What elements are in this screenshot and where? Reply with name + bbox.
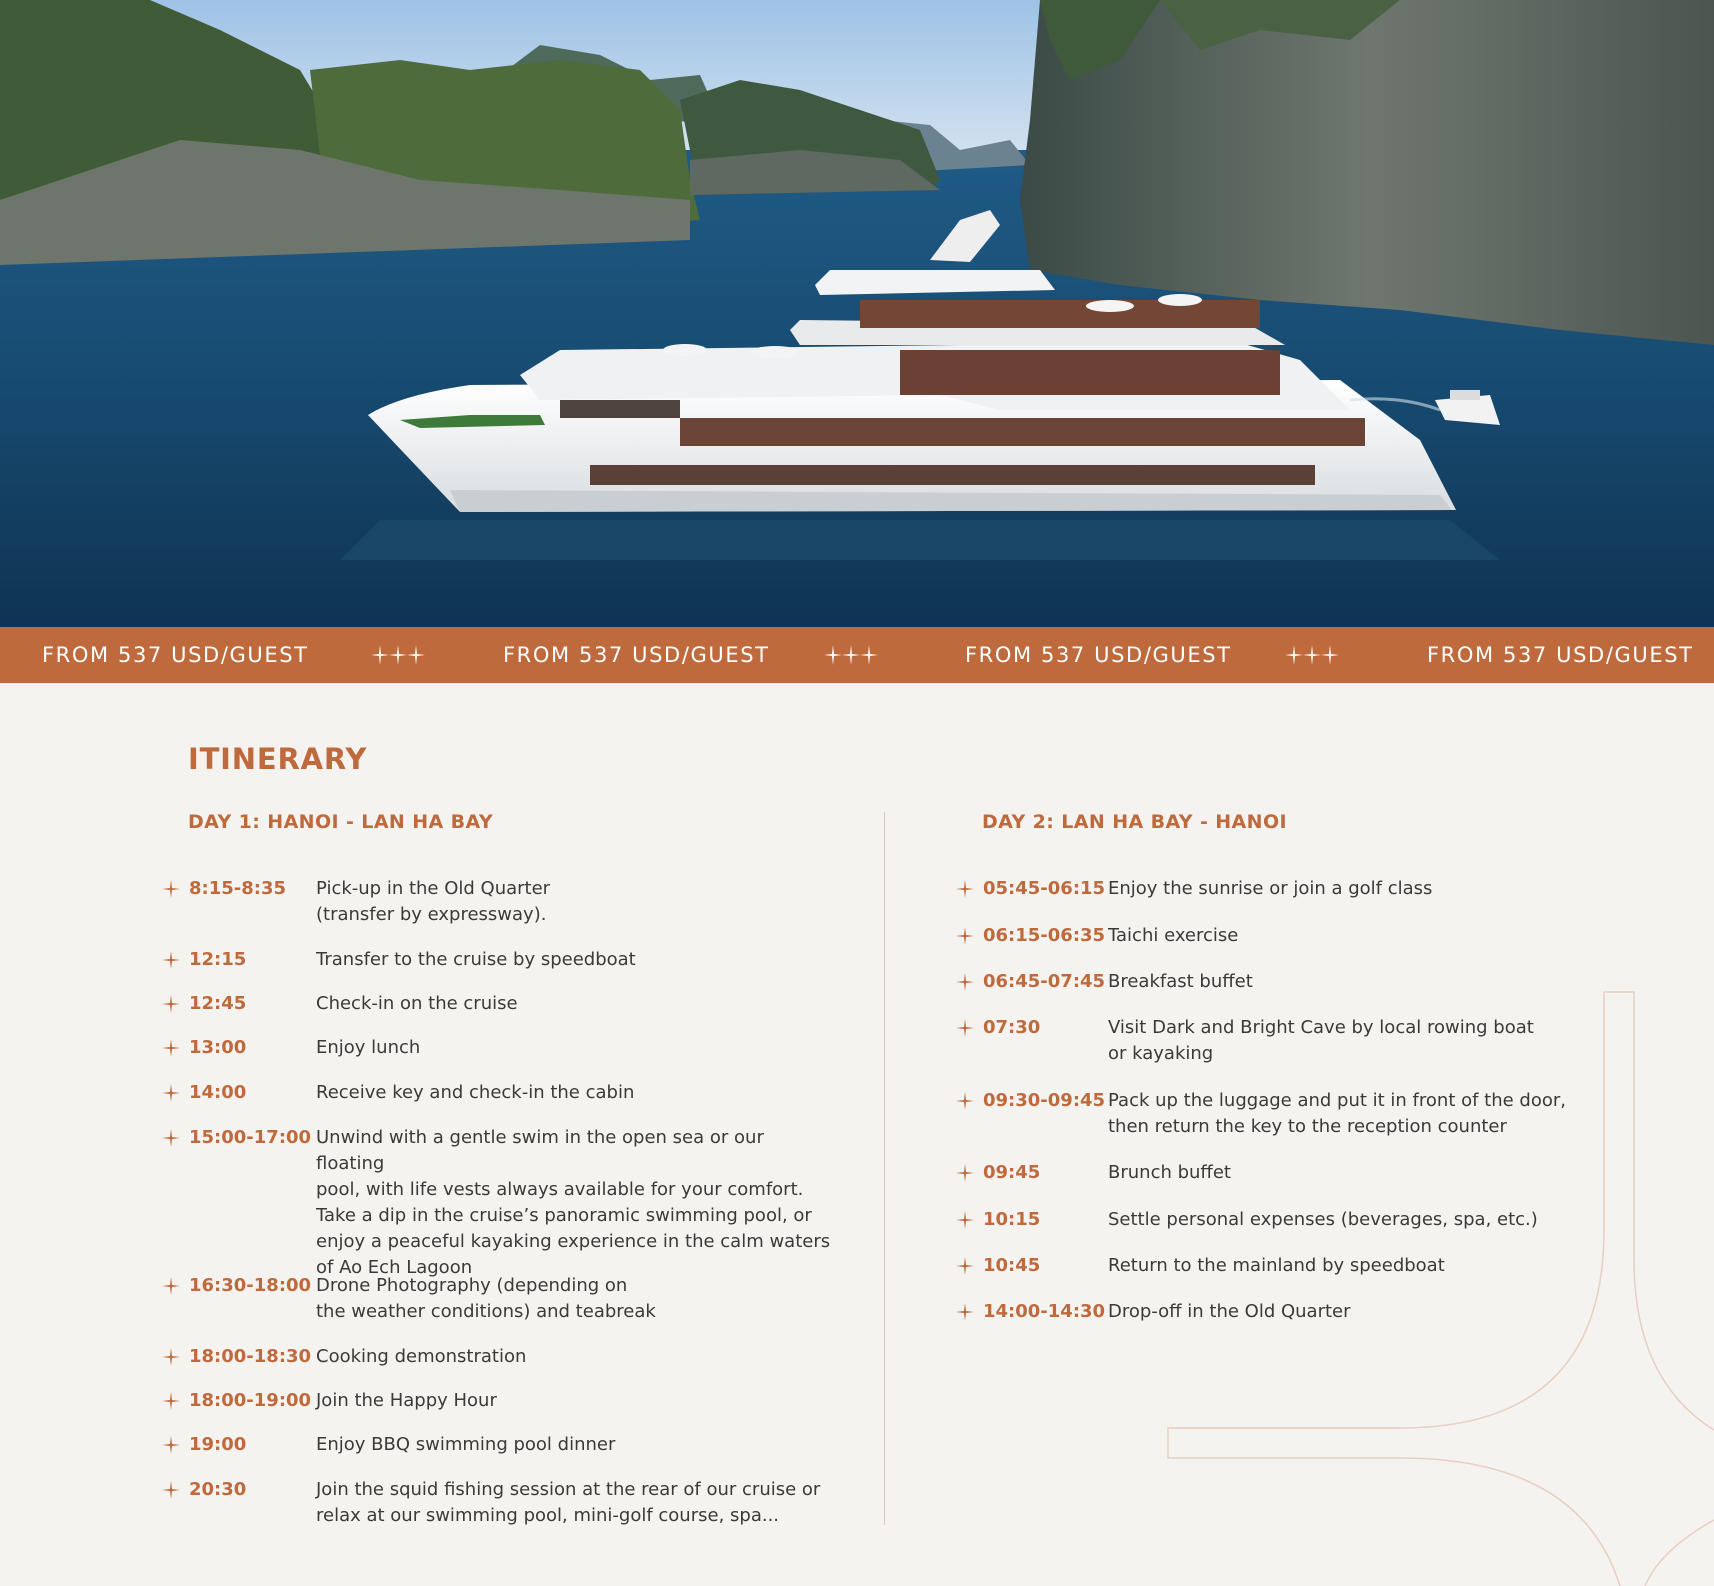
item-time: 10:45 xyxy=(983,1255,1041,1276)
item-desc: Cooking demonstration xyxy=(316,1346,527,1367)
item-time: 12:15 xyxy=(189,949,247,970)
column-divider xyxy=(884,812,885,1525)
hero-photo xyxy=(0,0,1714,627)
item-desc: Brunch buffet xyxy=(1108,1162,1231,1183)
sparkle-bullet-icon xyxy=(955,879,975,899)
sparkle-bullet-icon xyxy=(161,879,181,899)
item-time: 14:00-14:30 xyxy=(983,1301,1106,1322)
triple-sparkle-icon xyxy=(1284,643,1340,667)
item-desc: Pick-up in the Old Quarter (transfer by expressway). xyxy=(316,878,551,925)
item-desc: Pack up the luggage and put it in front of the door, then return the key to the reception counter xyxy=(1108,1090,1567,1137)
item-time: 18:00-18:30 xyxy=(189,1346,312,1367)
item-time: 10:15 xyxy=(983,1209,1041,1230)
item-time: 19:00 xyxy=(189,1434,247,1455)
sparkle-bullet-icon xyxy=(161,1391,181,1411)
item-time: 18:00-19:00 xyxy=(189,1390,312,1411)
item-desc: Drone Photography (depending on the weather conditions) and teabreak xyxy=(316,1275,656,1322)
sparkle-bullet-icon xyxy=(161,1083,181,1103)
day1-heading: DAY 1: HANOI - LAN HA BAY xyxy=(188,811,493,833)
item-time: 06:15-06:35 xyxy=(983,925,1106,946)
item-time: 07:30 xyxy=(983,1017,1041,1038)
item-desc: Settle personal expenses (beverages, spa, etc.) xyxy=(1108,1209,1538,1230)
item-desc: Receive key and check-in the cabin xyxy=(316,1082,635,1103)
item-desc: Breakfast buffet xyxy=(1108,971,1253,992)
sparkle-bullet-icon xyxy=(955,1163,975,1183)
price-label: FROM 537 USD/GUEST xyxy=(42,643,309,667)
sparkle-bullet-icon xyxy=(161,950,181,970)
sparkle-bullet-icon xyxy=(161,994,181,1014)
sparkle-bullet-icon xyxy=(161,1435,181,1455)
triple-sparkle-icon xyxy=(823,643,879,667)
triple-sparkle-icon xyxy=(370,643,426,667)
price-label: FROM 537 USD/GUEST xyxy=(503,643,770,667)
sparkle-bullet-icon xyxy=(161,1347,181,1367)
item-desc: Unwind with a gentle swim in the open sea or our floating pool, with life vests always available for your comfort. Take a dip in the cruise’s panoramic swimming pool, or enjoy a peaceful kayaking experience in the calm waters of Ao Ech Lagoon xyxy=(316,1127,831,1278)
item-desc: Visit Dark and Bright Cave by local rowing boat or kayaking xyxy=(1108,1017,1534,1064)
item-desc: Join the Happy Hour xyxy=(316,1390,497,1411)
item-desc: Enjoy lunch xyxy=(316,1037,421,1058)
item-desc: Return to the mainland by speedboat xyxy=(1108,1255,1445,1276)
item-time: 20:30 xyxy=(189,1479,247,1500)
sparkle-bullet-icon xyxy=(955,1256,975,1276)
price-banner xyxy=(0,627,1714,683)
item-time: 14:00 xyxy=(189,1082,247,1103)
item-time: 09:45 xyxy=(983,1162,1041,1183)
item-time: 09:30-09:45 xyxy=(983,1090,1106,1111)
sparkle-bullet-icon xyxy=(955,1302,975,1322)
item-time: 06:45-07:45 xyxy=(983,971,1106,992)
item-desc: Transfer to the cruise by speedboat xyxy=(316,949,636,970)
sparkle-bullet-icon xyxy=(955,1210,975,1230)
sparkle-bullet-icon xyxy=(161,1038,181,1058)
sparkle-bullet-icon xyxy=(955,972,975,992)
item-desc: Join the squid fishing session at the rear of our cruise or relax at our swimming pool, mini-golf course, spa... xyxy=(316,1479,821,1526)
sparkle-bullet-icon xyxy=(955,1091,975,1111)
price-label: FROM 537 USD/GUEST xyxy=(965,643,1232,667)
item-time: 16:30-18:00 xyxy=(189,1275,312,1296)
day2-heading: DAY 2: LAN HA BAY - HANOI xyxy=(982,811,1287,833)
sparkle-bullet-icon xyxy=(161,1480,181,1500)
sparkle-bullet-icon xyxy=(955,926,975,946)
sparkle-bullet-icon xyxy=(161,1276,181,1296)
item-desc: Enjoy BBQ swimming pool dinner xyxy=(316,1434,616,1455)
item-desc: Check-in on the cruise xyxy=(316,993,518,1014)
price-label: FROM 537 USD/GUEST xyxy=(1427,643,1694,667)
item-time: 12:45 xyxy=(189,993,247,1014)
item-time: 15:00-17:00 xyxy=(189,1127,312,1148)
item-desc: Taichi exercise xyxy=(1108,925,1239,946)
item-desc: Enjoy the sunrise or join a golf class xyxy=(1108,878,1433,899)
item-time: 13:00 xyxy=(189,1037,247,1058)
sparkle-bullet-icon xyxy=(161,1128,181,1148)
itinerary-title: ITINERARY xyxy=(188,742,368,776)
item-time: 8:15-8:35 xyxy=(189,878,287,899)
cruise-ship-photo xyxy=(0,0,1714,627)
item-desc: Drop-off in the Old Quarter xyxy=(1108,1301,1351,1322)
item-time: 05:45-06:15 xyxy=(983,878,1106,899)
sparkle-bullet-icon xyxy=(955,1018,975,1038)
